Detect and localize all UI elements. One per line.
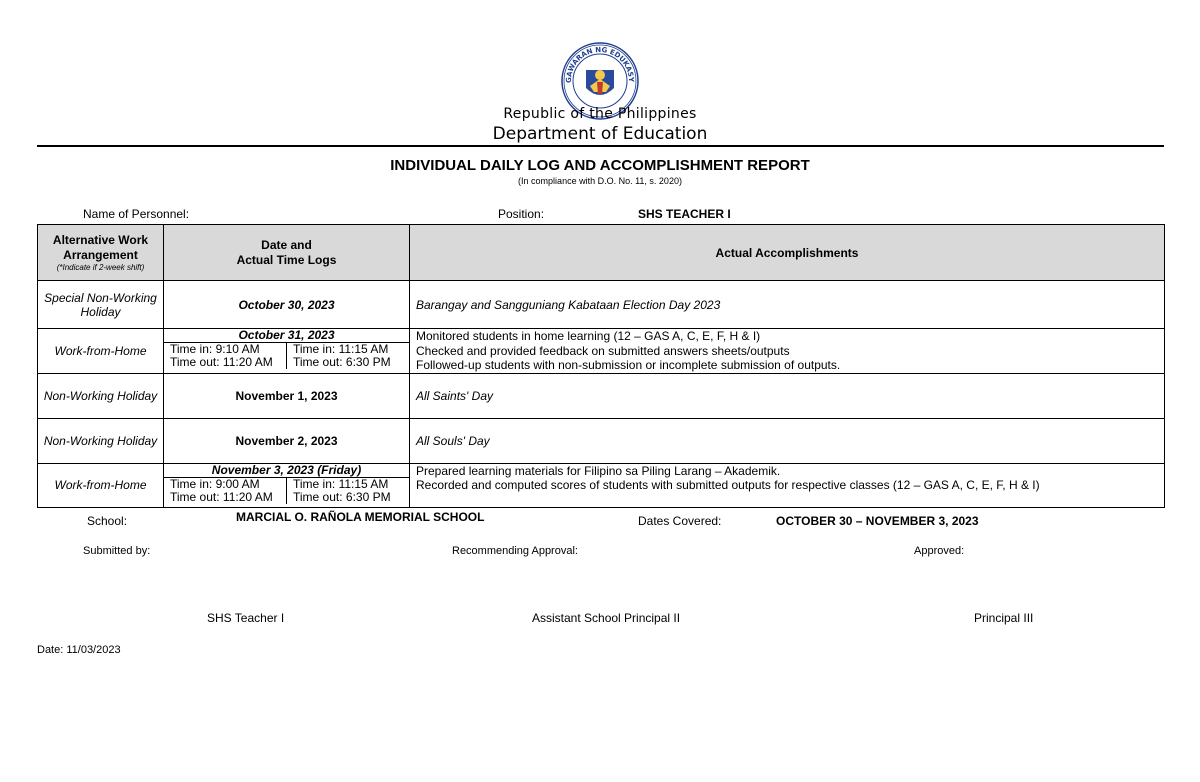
am-time-in: Time in: 9:00 AM (164, 477, 287, 491)
table-row (38, 281, 1165, 329)
report-title: INDIVIDUAL DAILY LOG AND ACCOMPLISHMENT REPORT (390, 157, 810, 174)
arrangement-cell: Work-from-Home (38, 463, 164, 507)
table-row (38, 418, 1165, 463)
school-value: MARCIAL O. RAÑOLA MEMORIAL SCHOOL (236, 510, 485, 524)
accomplishment-cell: All Saints' Day (410, 373, 1165, 418)
accomplishment-line: Recorded and computed scores of students with submitted outputs for respective classes (12 – GAS A, C, E, F, H & I) (416, 478, 1040, 492)
date-cell: November 1, 2023 (164, 373, 410, 418)
submitted-by-label: Submitted by: (83, 545, 151, 557)
pm-time-in: Time in: 11:15 AM (293, 342, 389, 356)
pm-time-out: Time out: 6:30 PM (293, 355, 391, 369)
republic-label: Republic of the Philippines (503, 106, 697, 122)
time-log-cell (164, 329, 410, 374)
date-header: Date and Actual Time Logs (164, 225, 410, 281)
table-row (38, 329, 1165, 374)
accomplishment-cell (410, 329, 1165, 374)
school-label: School: (87, 514, 128, 528)
arrangement-cell: Non-Working Holiday (38, 418, 164, 463)
dates-covered-label: Dates Covered: (638, 514, 722, 528)
department-label: Department of Education (492, 124, 708, 144)
table-row (38, 373, 1165, 418)
dates-covered-value: OCTOBER 30 – NOVEMBER 3, 2023 (776, 514, 979, 528)
date-label: October 31, 2023 (164, 329, 409, 343)
arrangement-header: Alternative Work Arrangement (*Indicate if 2-week shift) (38, 225, 164, 281)
date-cell: October 30, 2023 (164, 281, 410, 329)
arrangement-cell: Non-Working Holiday (38, 373, 164, 418)
am-time-out: Time out: 11:20 AM (164, 356, 287, 369)
report-date: Date: 11/03/2023 (37, 644, 121, 656)
report-subtitle: (In compliance with D.O. No. 11, s. 2020) (518, 176, 682, 186)
accomplishment-cell: Barangay and Sangguniang Kabataan Election Day 2023 (410, 281, 1165, 329)
approved-title: Principal III (974, 611, 1034, 625)
date-label: November 3, 2023 (Friday) (164, 464, 409, 478)
am-time-out: Time out: 11:20 AM (164, 491, 287, 504)
header-divider (37, 145, 1164, 147)
accomplishment-cell: All Souls' Day (410, 418, 1165, 463)
pm-time-out: Time out: 6:30 PM (293, 489, 391, 504)
accomplishments-header: Actual Accomplishments (410, 225, 1165, 281)
name-label: Name of Personnel: (83, 207, 190, 221)
arrangement-cell: Special Non-Working Holiday (38, 281, 164, 329)
position-label: Position: (498, 207, 545, 221)
position-value: SHS TEACHER I (638, 207, 731, 221)
submitted-title: SHS Teacher I (207, 611, 285, 625)
accomplishment-line: Checked and provided feedback on submitted answers sheets/outputs (416, 343, 790, 358)
table-header-row (38, 225, 1165, 281)
svg-text:KAGAWARAN NG EDUKASYON: GAWARAN NG EDUKASY (564, 45, 636, 84)
table-row (38, 463, 1165, 507)
approved-label: Approved: (914, 545, 965, 557)
accomplishment-line: Prepared learning materials for Filipino sa Piling Larang – Akademik. (416, 463, 781, 478)
log-table (37, 224, 1165, 508)
accomplishment-line: Monitored students in home learning (12 – GAS A, C, E, F, H & I) (416, 329, 761, 343)
accomplishment-line: Followed-up students with non-submission or incomplete submission of outputs. (416, 358, 841, 372)
pm-time-in: Time in: 11:15 AM (293, 476, 389, 491)
time-log-cell (164, 463, 410, 507)
am-time-in: Time in: 9:10 AM (164, 343, 287, 357)
recommending-approval-label: Recommending Approval: (452, 545, 578, 557)
accomplishment-cell (410, 463, 1165, 507)
arrangement-cell: Work-from-Home (38, 329, 164, 374)
date-cell: November 2, 2023 (164, 418, 410, 463)
recommending-title: Assistant School Principal II (532, 611, 681, 625)
